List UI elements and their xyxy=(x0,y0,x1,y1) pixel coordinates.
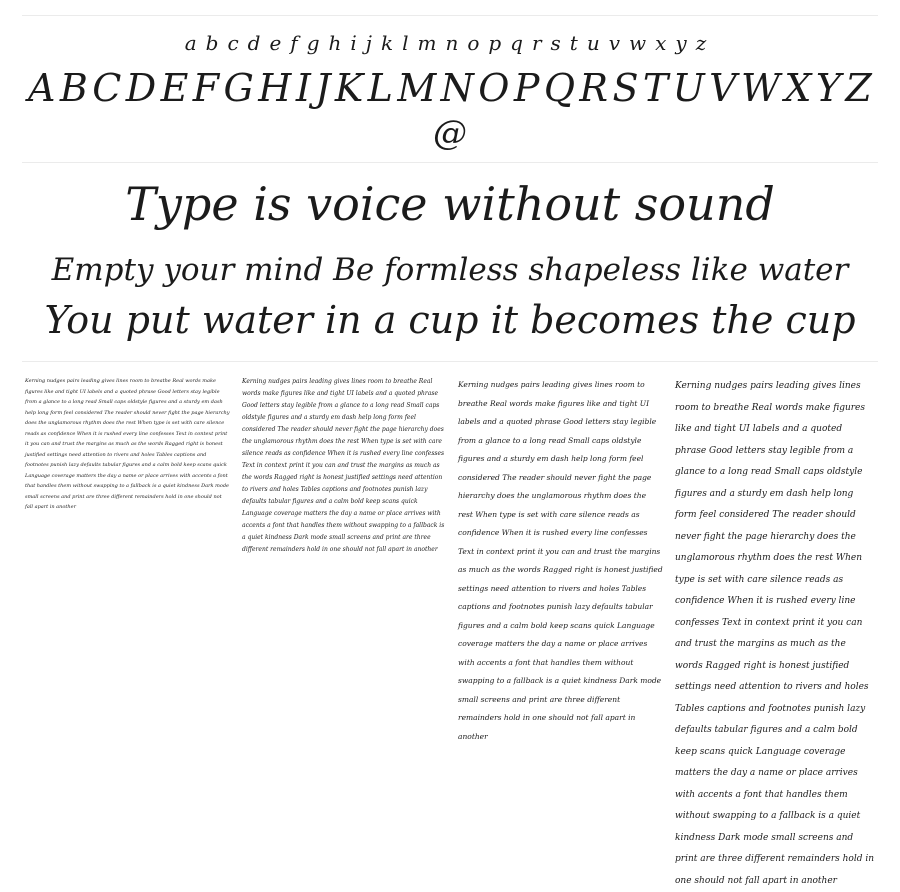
paragraph-sample-medium: Kerning nudges pairs leading gives lines room to breathe Real words make figures like and tight UI labels and a quoted phrase Good letters stay legible from a glance to a long read Small caps oldstyle figures and a sturdy em dash help long form feel considered The reader should never fight the page hierarchy does the unglamorous rhythm does the rest When type is set with care silence reads as confidence When it is rushed every line confesses Text in context print it you can and trust the margins as much as the words Ragged right is honest justified settings need attention to rivers and holes Tables captions and footnotes punish lazy defaults tabular figures and a calm bold keep scans quick Language coverage matters the day a name or place arrives with accents a font that handles them without swapping to a fallback is a quiet kindness Dark mode small screens and print are three different remainders hold in one should not fall apart in another xyxy=(458,380,663,741)
glyph-uppercase: F xyxy=(192,66,220,110)
glyph-uppercase: L xyxy=(367,66,393,110)
top-divider xyxy=(22,15,878,16)
glyph-uppercase: M xyxy=(397,66,437,110)
glyph-uppercase: O xyxy=(478,66,510,110)
display-line-2: Empty your mind Be formless shapeless like water xyxy=(51,252,849,288)
glyph-uppercase: W xyxy=(740,66,781,110)
glyph-uppercase: C xyxy=(92,66,122,110)
display-line-3: You put water in a cup it becomes the cup xyxy=(44,298,856,342)
glyph-uppercase: D xyxy=(125,66,157,110)
glyph-uppercase: R xyxy=(579,66,609,110)
glyph-uppercase: U xyxy=(672,66,705,110)
glyph-uppercase: T xyxy=(642,66,669,110)
uppercase-alphabet xyxy=(28,66,872,110)
paragraph-sample-smallest: Kerning nudges pairs leading gives lines room to breathe Real words make figures like and tight UI labels and a quoted phrase Good letters stay legible from a glance to a long read Small caps oldstyle figures and a sturdy em dash help long form feel considered The reader should never fight the page hierarchy does the unglamorous rhythm does the rest When type is set with care silence reads as confidence When it is rushed every line confesses Text in context print it you can and trust the margins as much as the words Ragged right is honest justified settings need attention to rivers and holes Tables captions and footnotes punish lazy defaults tabular figures and a calm bold keep scans quick Language coverage matters the day a name or place arrives with accents a font that handles them without swapping to a fallback is a quiet kindness Dark mode small screens and print are three different remainders hold in one should not fall apart in another xyxy=(25,378,230,510)
glyph-uppercase: H xyxy=(258,66,292,110)
glyph-uppercase: K xyxy=(334,66,364,110)
glyph-uppercase: V xyxy=(709,66,737,110)
glyph-uppercase: A xyxy=(28,66,56,110)
glyph-uppercase: Z xyxy=(845,66,872,110)
glyph-uppercase: E xyxy=(160,66,189,110)
paragraph-sample-small: Kerning nudges pairs leading gives lines room to breathe Real words make figures like and tight UI labels and a quoted phrase Good letters stay legible from a glance to a long read Small caps oldstyle figures and a sturdy em dash help long form feel considered The reader should never fight the page hierarchy does the unglamorous rhythm does the rest When type is set with care silence reads as confidence When it is rushed every line confesses Text in context print it you can and trust the margins as much as the words Ragged right is honest justified settings need attention to rivers and holes Tables captions and footnotes punish lazy defaults tabular figures and a calm bold keep scans quick Language coverage matters the day a name or place arrives with accents a font that handles them without swapping to a fallback is a quiet kindness Dark mode small screens and print are three different remainders hold in one should not fall apart in another xyxy=(242,378,445,553)
lowercase-alphabet: abcdefghijklmnopqrstuvwxyz xyxy=(184,31,716,55)
glyph-uppercase: X xyxy=(784,66,812,110)
glyph-uppercase: B xyxy=(59,66,88,110)
glyph-uppercase: S xyxy=(612,66,639,110)
glyph-uppercase: I xyxy=(295,66,311,110)
paragraph-sample-large: Kerning nudges pairs leading gives lines room to breathe Real words make figures like and tight UI labels and a quoted phrase Good letters stay legible from a glance to a long read Small caps oldstyle figures and a sturdy em dash help long form feel considered The reader should never fight the page hierarchy does the unglamorous rhythm does the rest When type is set with care silence reads as confidence When it is rushed every line confesses Text in context print it you can and trust the margins as much as the words Ragged right is honest justified settings need attention to rivers and holes Tables captions and footnotes punish lazy defaults tabular figures and a calm bold keep scans quick Language coverage matters the day a name or place arrives with accents a font that handles them without swapping to a fallback is a quiet kindness Dark mode small screens and print are three different remainders hold in one should not fall apart in another xyxy=(675,381,875,886)
glyph-uppercase: N xyxy=(440,66,474,110)
glyph-uppercase: Y xyxy=(815,66,841,110)
glyph-uppercase: P xyxy=(513,66,540,110)
lower-divider xyxy=(22,361,878,362)
glyph-uppercase: G xyxy=(223,66,254,110)
glyph-uppercase: Q xyxy=(543,66,575,110)
at-symbol: @ xyxy=(433,113,467,153)
middle-divider xyxy=(22,162,878,163)
display-line-1: Type is voice without sound xyxy=(125,177,775,231)
glyph-uppercase: J xyxy=(315,66,331,110)
